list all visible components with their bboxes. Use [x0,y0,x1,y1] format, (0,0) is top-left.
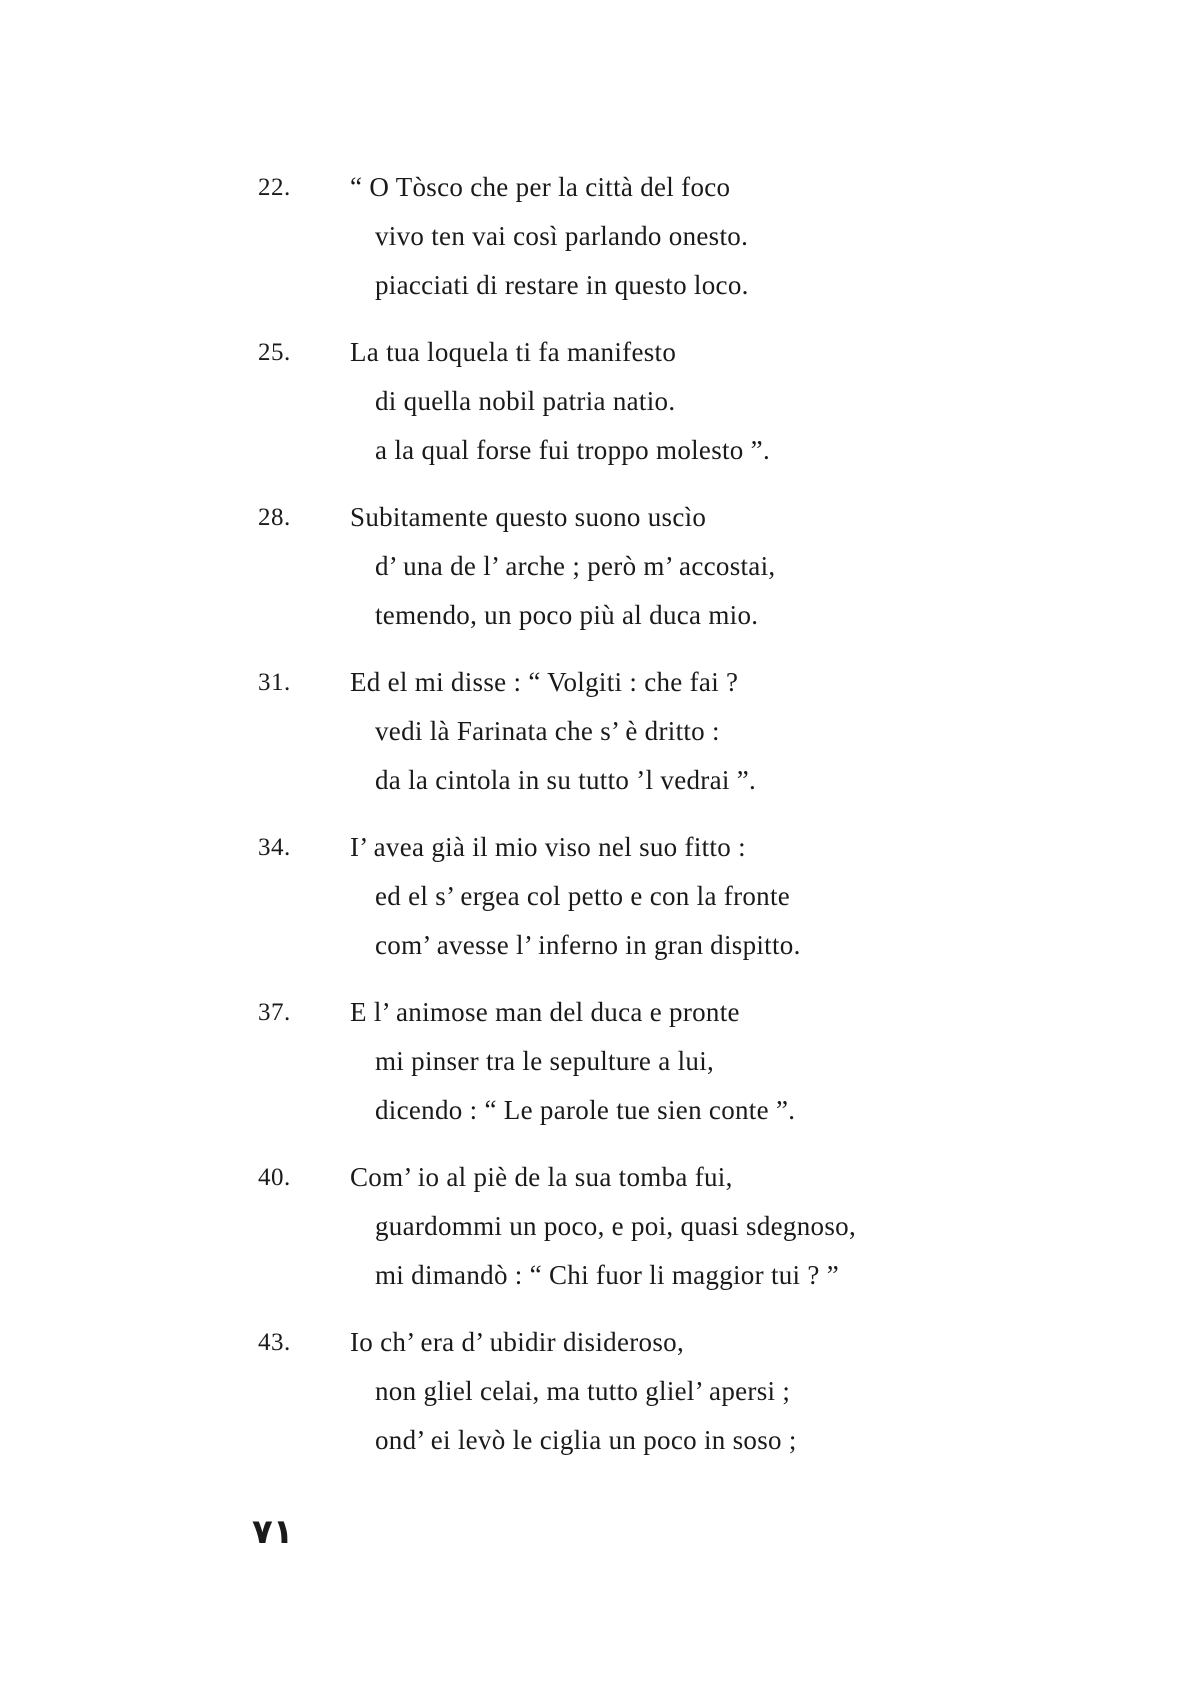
tercet [0,1318,1200,1483]
verse-line: E l’ animose man del duca e pronte [350,997,740,1027]
tercet-lines [350,163,950,310]
verse-number: 22. [258,174,291,201]
tercet-lines [350,658,950,805]
verse-line: com’ avesse l’ inferno in gran dispitto. [375,930,801,960]
verse-line: vedi là Farinata che s’ è dritto : [375,716,720,746]
tercet-lines [350,1153,950,1300]
tercet [0,163,1200,328]
verse-line: Subitamente questo suono uscìo [350,502,707,532]
verse-number: 25. [258,339,291,366]
verse-line: d’ una de l’ arche ; però m’ accostai, [375,551,776,581]
verse-line: a la qual forse fui troppo molesto ”. [375,435,770,465]
tercet-lines [350,493,950,640]
verse-line: La tua loquela ti fa manifesto [350,337,677,367]
tercet [0,328,1200,493]
verse-number: 43. [258,1329,291,1356]
verse-line: Ed el mi disse : “ Volgiti : che fai ? [350,667,739,697]
tercet-lines [350,823,950,970]
verse-line: mi dimandò : “ Chi fuor li maggior tui ? ” [375,1260,840,1290]
verse-number: 40. [258,1164,291,1191]
verse-line: Com’ io al piè de la sua tomba fui, [350,1162,733,1192]
page-number: ٧١ [252,1512,294,1552]
verse-number: 34. [258,834,291,861]
verse-line: non gliel celai, ma tutto gliel’ apersi ; [375,1376,791,1406]
verse-line: guardommi un poco, e poi, quasi sdegnoso, [375,1211,856,1241]
verse-number: 28. [258,504,291,531]
verse-number: 37. [258,999,291,1026]
verse-line: Io ch’ era d’ ubidir disideroso, [350,1327,684,1357]
verse-line: da la cintola in su tutto ’l vedrai ”. [375,765,757,795]
tercet [0,658,1200,823]
verse-line: di quella nobil patria natio. [375,386,676,416]
verse-line: I’ avea già il mio viso nel suo fitto : [350,832,746,862]
tercet-lines [350,328,950,475]
verse-line: dicendo : “ Le parole tue sien conte ”. [375,1095,796,1125]
verse-line: mi pinser tra le sepulture a lui, [375,1046,715,1076]
tercet [0,823,1200,988]
verse-line: vivo ten vai così parlando onesto. [375,221,749,251]
verse-line: temendo, un poco più al duca mio. [375,600,759,630]
tercet [0,493,1200,658]
verse-line: “ O Tòsco che per la città del foco [350,172,731,202]
tercet-lines [350,1318,950,1465]
tercet [0,1153,1200,1318]
tercet [0,988,1200,1153]
verse-number: 31. [258,669,291,696]
verse-line: ed el s’ ergea col petto e con la fronte [375,881,791,911]
tercet-lines [350,988,950,1135]
verse-line: piacciati di restare in questo loco. [375,270,749,300]
poem-text [0,163,1200,1483]
verse-line: ond’ ei levò le ciglia un poco in soso ; [375,1425,797,1455]
